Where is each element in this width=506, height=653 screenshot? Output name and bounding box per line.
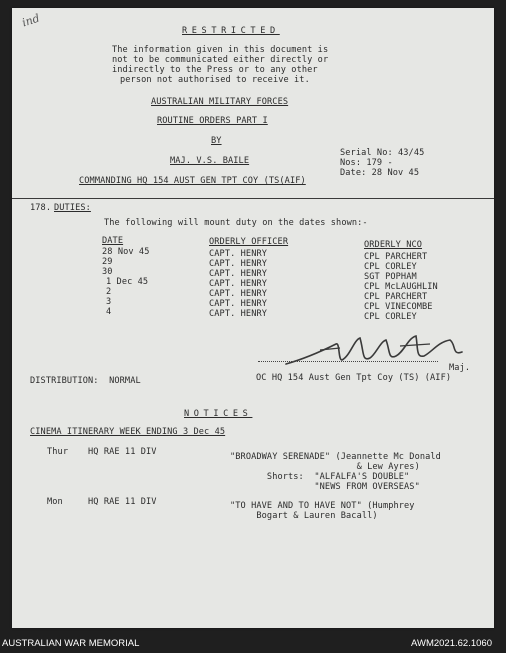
- duty-row-2-date: 29: [102, 257, 113, 267]
- serial-number: Serial No: 43/45: [340, 148, 425, 158]
- duty-row-6-date: 3: [106, 297, 112, 307]
- entry-1-line-3: Shorts: "ALFALFA'S DOUBLE": [230, 472, 410, 482]
- entry-1-line-2: & Lew Ayres): [230, 462, 420, 472]
- duty-row-5-date: 2: [106, 287, 112, 297]
- notices-title: NOTICES: [184, 409, 253, 419]
- duty-row-6-nco: CPL VINECOMBE: [364, 302, 433, 312]
- notice-line-3: indirectly to the Press or to any other: [112, 65, 318, 75]
- duty-row-5-nco: CPL PARCHERT: [364, 292, 428, 302]
- duty-row-4-nco: CPL McLAUGHLIN: [364, 282, 438, 292]
- notice-line-4: person not authorised to receive it.: [120, 75, 310, 85]
- duty-row-3-date: 30: [102, 267, 113, 277]
- duty-row-3-nco: SGT POPHAM: [364, 272, 417, 282]
- header-divider: [12, 198, 494, 199]
- unit-line: COMMANDING HQ 154 AUST GEN TPT COY (TS(AIF): [79, 176, 306, 186]
- duty-row-1-officer: CAPT. HENRY: [209, 249, 268, 259]
- entry-2-line-1: "TO HAVE AND TO HAVE NOT" (Humphrey: [230, 501, 415, 511]
- col-date-header: DATE: [102, 236, 124, 246]
- signature-title: OC HQ 154 Aust Gen Tpt Coy (TS) (AIF): [256, 373, 452, 383]
- footer-source: AUSTRALIAN WAR MEMORIAL: [2, 638, 140, 649]
- entry-2-line-2: Bogart & Lauren Bacall): [230, 511, 378, 521]
- entry-1-day: Thur: [47, 447, 69, 457]
- footer-accession: AWM2021.62.1060: [411, 638, 492, 649]
- entry-1-line-1: "BROADWAY SERENADE" (Jeannette Mc Donald: [230, 452, 441, 462]
- notice-line-2: not to be communicated either directly or: [112, 55, 329, 65]
- duties-heading: DUTIES:: [54, 203, 91, 213]
- duty-row-7-officer: CAPT. HENRY: [209, 309, 268, 319]
- duties-intro: The following will mount duty on the dates shown:-: [104, 218, 368, 228]
- duty-row-4-officer: CAPT. HENRY: [209, 279, 268, 289]
- document-page: [12, 8, 494, 628]
- handwritten-note: ind: [20, 11, 42, 30]
- duty-row-1-date: 28 Nov 45: [102, 247, 150, 257]
- by-label: BY: [211, 136, 222, 146]
- entry-2-day: Mon: [47, 497, 63, 507]
- org-heading: AUSTRALIAN MILITARY FORCES: [151, 97, 289, 107]
- entry-2-place: HQ RAE 11 DIV: [88, 497, 157, 507]
- restricted-title: RESTRICTED: [182, 26, 280, 36]
- distribution-line: DISTRIBUTION: NORMAL: [30, 376, 141, 386]
- duty-row-2-officer: CAPT. HENRY: [209, 259, 268, 269]
- signature-dotted-line: [258, 361, 438, 362]
- signature-rank: Maj.: [449, 363, 471, 373]
- order-numbers: Nos: 179 -: [340, 158, 393, 168]
- duty-row-6-officer: CAPT. HENRY: [209, 299, 268, 309]
- duty-row-3-officer: CAPT. HENRY: [209, 269, 268, 279]
- entry-1-place: HQ RAE 11 DIV: [88, 447, 157, 457]
- duty-row-5-officer: CAPT. HENRY: [209, 289, 268, 299]
- col-officer-header: ORDERLY OFFICER: [209, 237, 289, 247]
- duty-row-4-date: 1 Dec 45: [106, 277, 149, 287]
- orders-title: ROUTINE ORDERS PART I: [157, 116, 268, 126]
- duty-row-7-nco: CPL CORLEY: [364, 312, 417, 322]
- duty-row-2-nco: CPL CORLEY: [364, 262, 417, 272]
- col-nco-header: ORDERLY NCO: [364, 240, 423, 250]
- order-date: Date: 28 Nov 45: [340, 168, 420, 178]
- duty-row-7-date: 4: [106, 307, 112, 317]
- cinema-subheading: CINEMA ITINERARY WEEK ENDING 3 Dec 45: [30, 427, 226, 437]
- notice-line-1: The information given in this document is: [112, 45, 329, 55]
- entry-1-line-4: "NEWS FROM OVERSEAS": [230, 482, 420, 492]
- duties-number: 178.: [30, 203, 52, 213]
- handwritten-signature: [280, 330, 470, 372]
- officer-name: MAJ. V.S. BAILE: [170, 156, 250, 166]
- duty-row-1-nco: CPL PARCHERT: [364, 252, 428, 262]
